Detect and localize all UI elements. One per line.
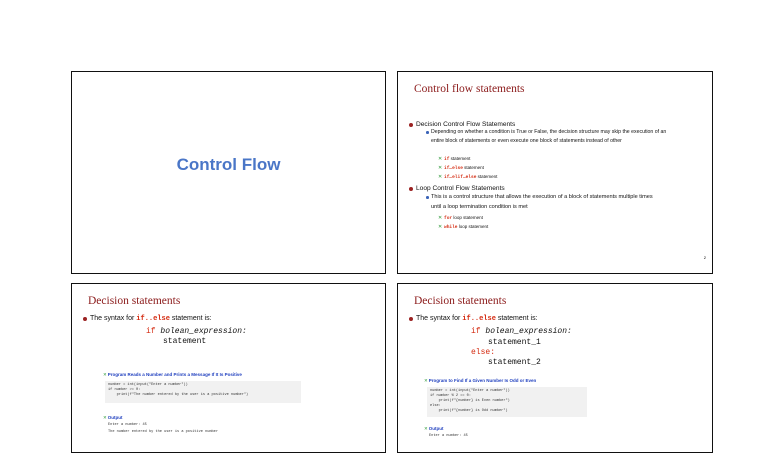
x-mark-icon: ✕ bbox=[103, 415, 107, 420]
x-mark-icon: ✕ bbox=[438, 223, 443, 230]
syntax-line-else: else: bbox=[471, 348, 496, 357]
syntax-bullet: The syntax for if..else statement is: bbox=[416, 315, 538, 323]
output-line: Enter a number: 45 bbox=[108, 423, 147, 427]
output-label: ✕Output bbox=[103, 415, 123, 420]
x-mark-icon: ✕ bbox=[438, 164, 443, 171]
slide-title: Decision statements bbox=[88, 295, 181, 307]
example-title: ✕Program to Find If a Given Number Is Odd or Even bbox=[424, 378, 537, 383]
slide-3-thumbnail[interactable] bbox=[71, 283, 386, 453]
code-block: number = int(input("Enter a number")) if number % 2 == 0: print(f"{number} is Even number") else: print(f"{number} is Odd number") bbox=[427, 387, 587, 417]
x-mark-icon: ✕ bbox=[438, 155, 443, 162]
x-mark-icon: ✕ bbox=[438, 173, 443, 180]
decision-item-if-else: ✕ if…else statement bbox=[438, 164, 484, 171]
syntax-bullet: The syntax for if..else statement is: bbox=[90, 315, 212, 323]
bullet-loop-desc: This is a control structure that allows the execution of a block of statements multiple times until a loop termination condition is met bbox=[431, 193, 656, 212]
loop-item-for: ✕ for loop statement bbox=[438, 214, 483, 221]
page-number: 2 bbox=[703, 255, 706, 260]
slide-title: Control Flow bbox=[176, 155, 281, 174]
syntax-line-1: if bolean_expression: bbox=[146, 327, 247, 336]
x-mark-icon: ✕ bbox=[103, 372, 107, 377]
bullet-loop-heading: Loop Control Flow Statements bbox=[416, 185, 505, 192]
output-label: ✕Output bbox=[424, 426, 444, 431]
decision-item-if-elif-else: ✕ if…elif…else statement bbox=[438, 173, 498, 180]
x-mark-icon: ✕ bbox=[424, 426, 428, 431]
slide-title: Decision statements bbox=[414, 295, 507, 307]
x-mark-icon: ✕ bbox=[438, 214, 443, 221]
x-mark-icon: ✕ bbox=[424, 378, 428, 383]
syntax-line-2: statement_1 bbox=[488, 338, 541, 347]
syntax-line-2: statement bbox=[163, 337, 207, 346]
syntax-line-4: statement_2 bbox=[488, 358, 541, 367]
slide-title: Control flow statements bbox=[414, 83, 525, 95]
slide-1-thumbnail[interactable] bbox=[71, 71, 386, 274]
output-line: The number entered by the user is a positive number bbox=[108, 430, 218, 434]
syntax-line-1: if bolean_expression: bbox=[471, 327, 572, 336]
loop-item-while: ✕ while loop statement bbox=[438, 223, 489, 230]
slide-4-thumbnail[interactable] bbox=[397, 283, 713, 453]
bullet-decision-desc: Depending on whether a condition is True or False, the decision structure may skip the execution of an entire block of statements or even execute one block of statements instead of other bbox=[431, 128, 671, 145]
slide-2-thumbnail[interactable] bbox=[397, 71, 713, 274]
bullet-decision-heading: Decision Control Flow Statements bbox=[416, 121, 516, 128]
example-title: ✕Program Reads a Number and Prints a Message If It Is Positive bbox=[103, 372, 242, 377]
code-block: number = int(input("Enter a number")) if number >= 0: print(f"The number entered by the user is a positive number") bbox=[105, 381, 301, 403]
output-line: Enter a number: 45 bbox=[429, 434, 468, 438]
decision-item-if: ✕ if statement bbox=[438, 155, 471, 162]
